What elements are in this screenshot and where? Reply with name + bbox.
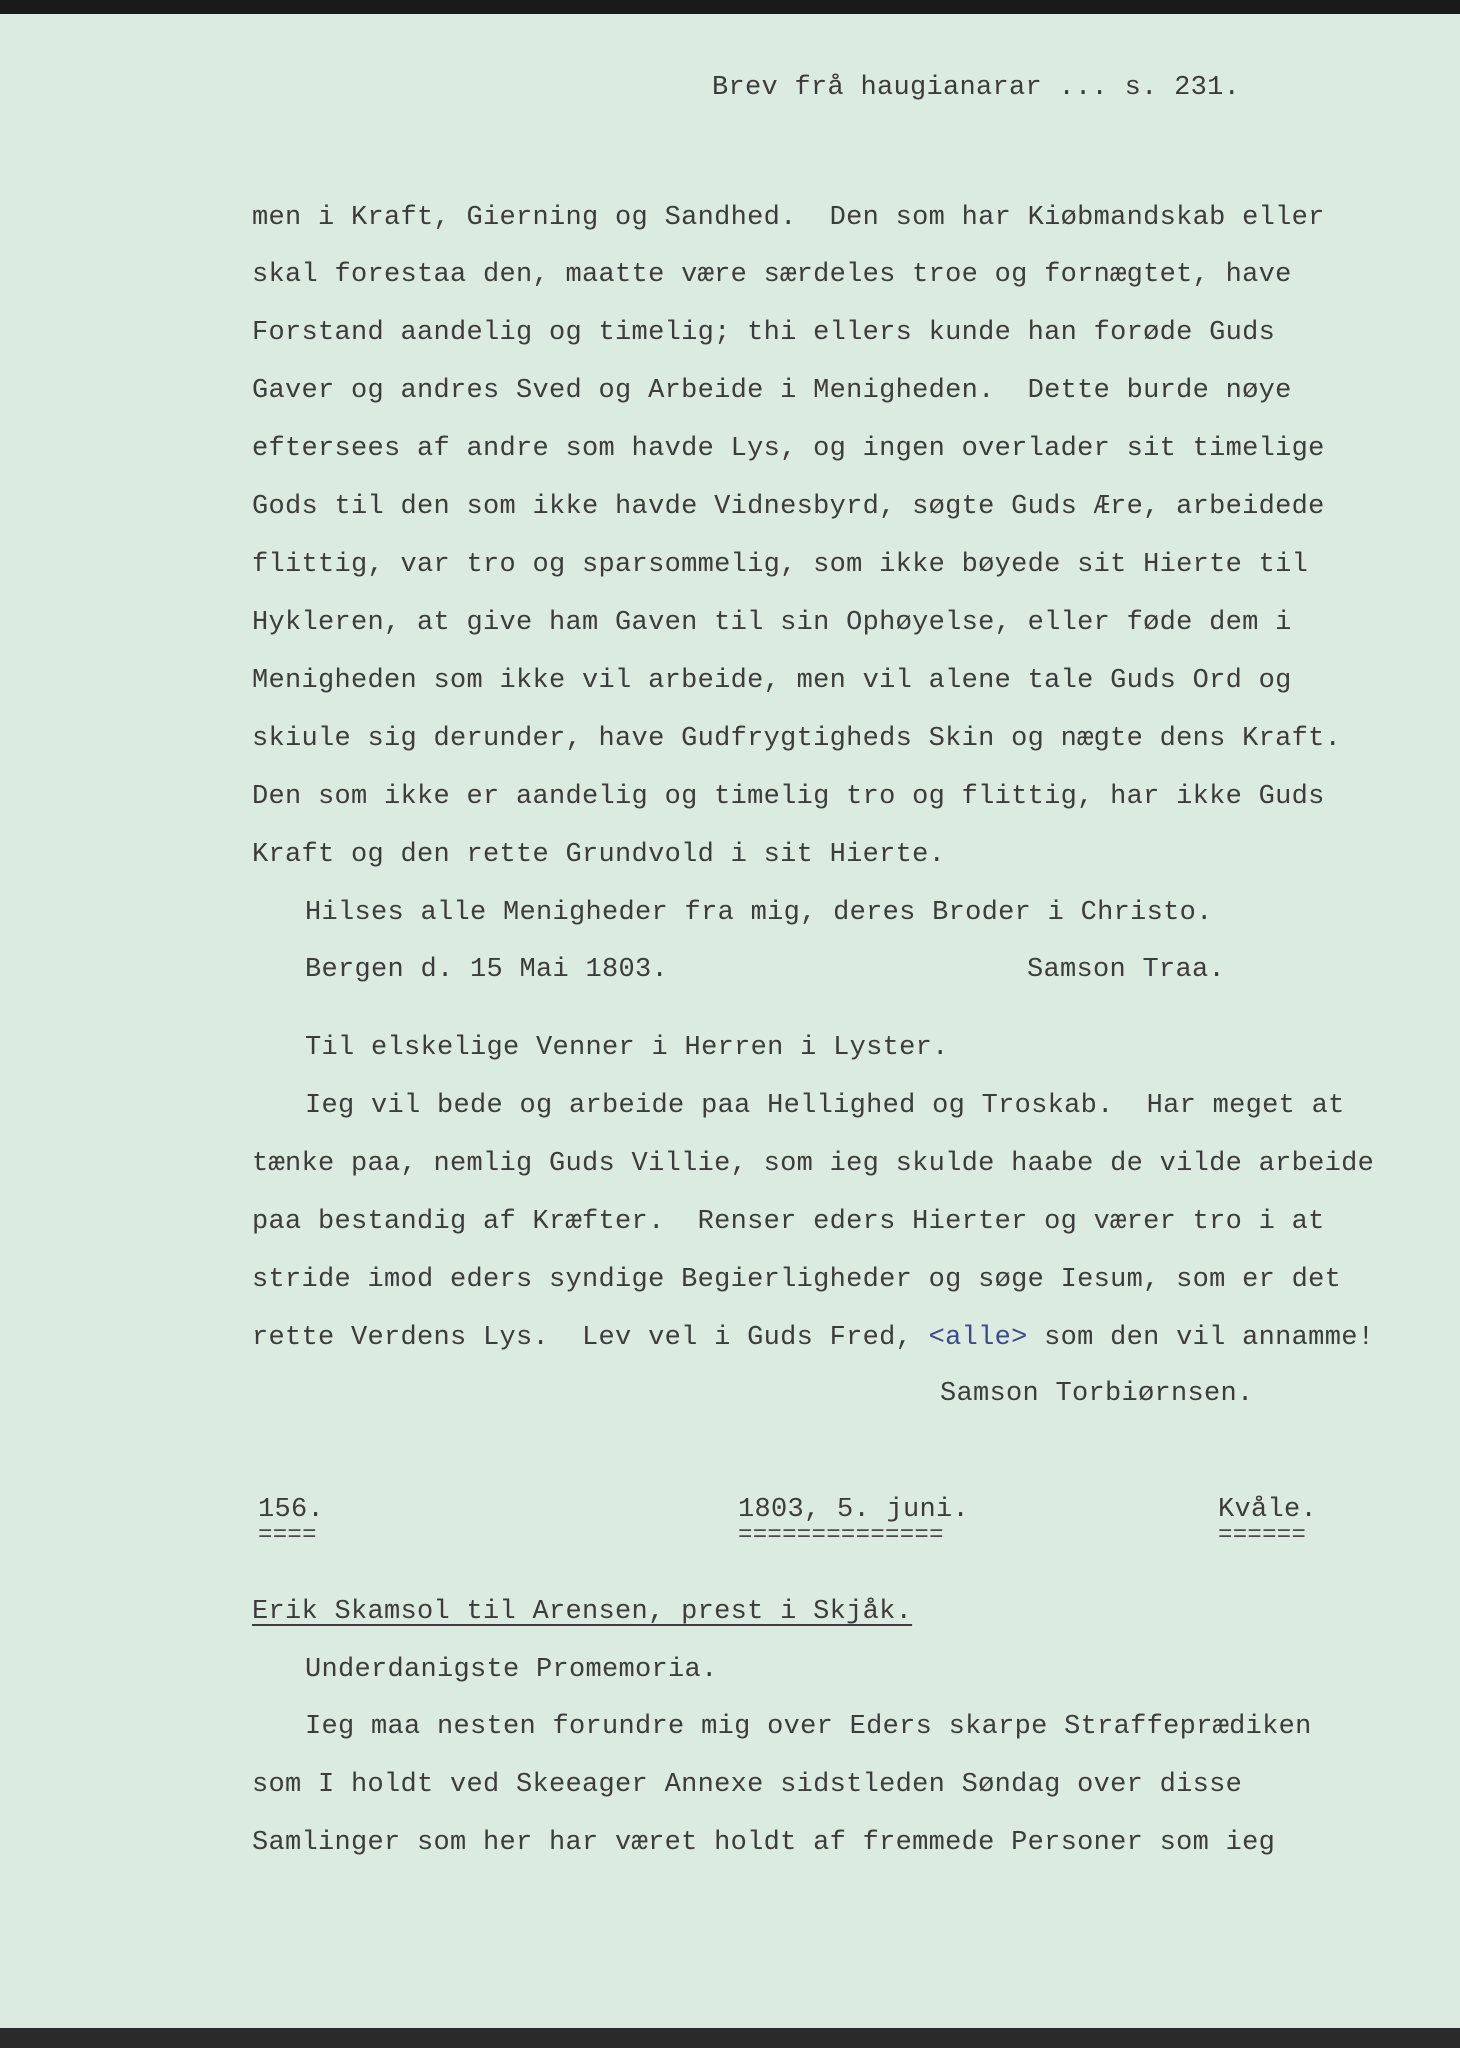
entry-number: 156. bbox=[258, 1495, 325, 1525]
entry-place: Kvåle. bbox=[1218, 1495, 1318, 1525]
editorial-insertion: <alle> bbox=[928, 1323, 1028, 1353]
letter1-line-1: men i Kraft, Gierning og Sandhed. Den som har Kiøbmandskab eller bbox=[252, 203, 1325, 233]
entry-number-rule: ==== bbox=[258, 1522, 317, 1549]
letter2-line-4: stride imod eders syndige Begierligheder og søge Iesum, som er det bbox=[252, 1265, 1342, 1295]
letter1-line-7: flittig, var tro og sparsommelig, som ikke bøyede sit Hierte til bbox=[252, 550, 1309, 580]
letter2-line-1: Ieg vil bede og arbeide paa Hellighed og Troskab. Har meget at bbox=[305, 1091, 1345, 1121]
letter1-line-12: Kraft og den rette Grundvold i sit Hierte. bbox=[252, 840, 946, 870]
entry-place-rule: ====== bbox=[1218, 1522, 1307, 1549]
letter2-line-5-text: rette Verdens Lys. Lev vel i Guds Fred, bbox=[252, 1323, 929, 1353]
entry-date: 1803, 5. juni. bbox=[738, 1495, 970, 1525]
letter2-line-5-end: som den vil annamme! bbox=[1027, 1323, 1375, 1353]
running-title: Brev frå haugianarar ... s. 231. bbox=[712, 73, 1241, 103]
entry-line-2: som I holdt ved Skeeager Annexe sidstleden Søndag over disse bbox=[252, 1770, 1243, 1800]
document-page bbox=[0, 14, 1460, 2028]
letter2-salutation: Til elskelige Venner i Herren i Lyster. bbox=[305, 1033, 949, 1063]
letter1-line-6: Gods til den som ikke havde Vidnesbyrd, søgte Guds Ære, arbeidede bbox=[252, 492, 1325, 522]
letter1-line-8: Hykleren, at give ham Gaven til sin Ophøyelse, eller føde dem i bbox=[252, 608, 1292, 638]
entry-title: Erik Skamsol til Arensen, prest i Skjåk. bbox=[252, 1597, 913, 1627]
letter1-greeting: Hilses alle Menigheder fra mig, deres Broder i Christo. bbox=[305, 898, 1213, 928]
letter1-line-10: skiule sig derunder, have Gudfrygtigheds Skin og nægte dens Kraft. bbox=[252, 724, 1342, 754]
letter1-place-date: Bergen d. 15 Mai 1803. bbox=[305, 955, 669, 985]
letter1-line-11: Den som ikke er aandelig og timelig tro og flittig, har ikke Guds bbox=[252, 782, 1325, 812]
scan-bottom-edge bbox=[0, 2028, 1460, 2048]
letter2-line-5 bbox=[252, 1322, 1374, 1354]
letter2-line-3: paa bestandig af Kræfter. Renser eders Hierter og værer tro i at bbox=[252, 1207, 1325, 1237]
letter2-line-2: tænke paa, nemlig Guds Villie, som ieg skulde haabe de vilde arbeide bbox=[252, 1149, 1375, 1179]
entry-line-1: Ieg maa nesten forundre mig over Eders skarpe Straffeprædiken bbox=[305, 1712, 1312, 1742]
entry-line-3: Samlinger som her har været holdt af fremmede Personer som ieg bbox=[252, 1828, 1276, 1858]
letter1-line-9: Menigheden som ikke vil arbeide, men vil alene tale Guds Ord og bbox=[252, 666, 1292, 696]
letter1-signature: Samson Traa. bbox=[1027, 955, 1226, 985]
entry-date-rule: ============== bbox=[738, 1522, 944, 1549]
letter1-line-2: skal forestaa den, maatte være særdeles troe og fornægtet, have bbox=[252, 260, 1292, 290]
entry-opening: Underdanigste Promemoria. bbox=[305, 1655, 718, 1685]
letter1-line-3: Forstand aandelig og timelig; thi ellers kunde han forøde Guds bbox=[252, 318, 1276, 348]
letter2-signature: Samson Torbiørnsen. bbox=[940, 1379, 1254, 1409]
letter1-line-5: eftersees af andre som havde Lys, og ingen overlader sit timelige bbox=[252, 434, 1325, 464]
letter1-line-4: Gaver og andres Sved og Arbeide i Menigheden. Dette burde nøye bbox=[252, 376, 1292, 406]
